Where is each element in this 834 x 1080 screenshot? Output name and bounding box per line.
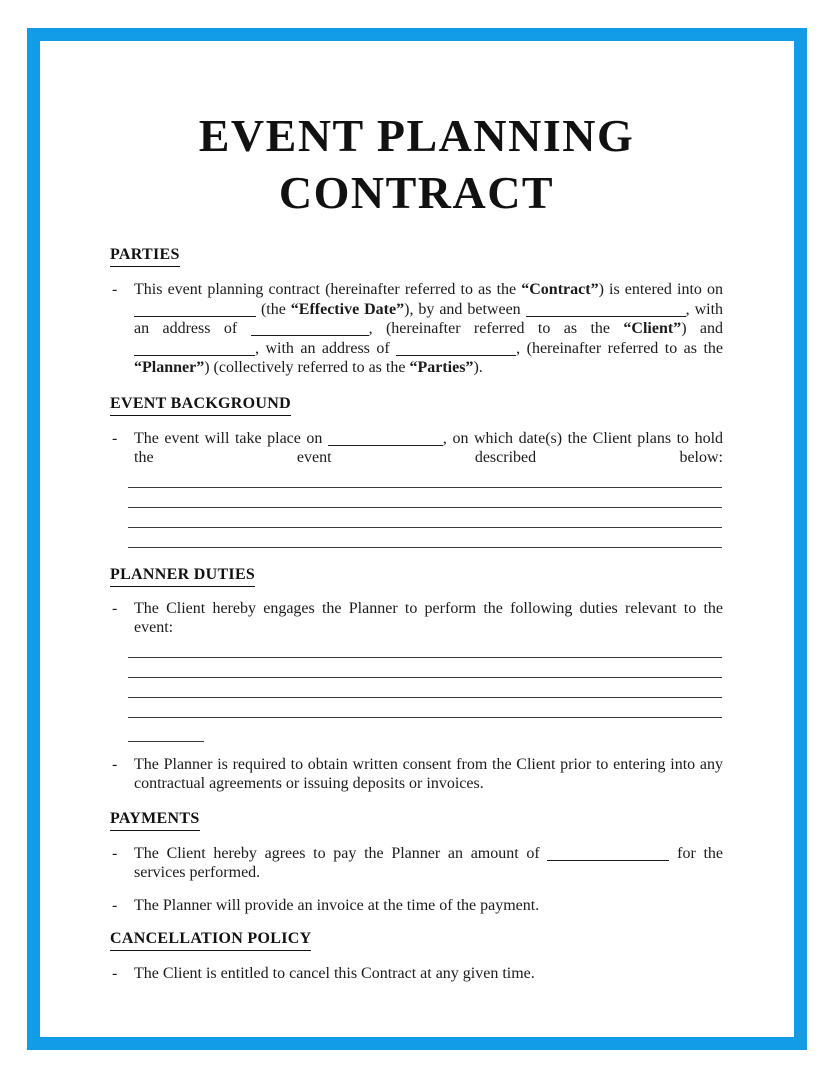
- bullet-dash: -: [112, 281, 118, 298]
- blank-field: [396, 343, 516, 356]
- payments-bullet-2-text: [134, 897, 539, 914]
- write-line: [128, 638, 722, 658]
- blank-field: [328, 433, 443, 446]
- payments-bullet-2: [110, 896, 723, 916]
- bullet-dash: -: [112, 965, 118, 982]
- text-run: , (hereinafter referred to as the: [368, 320, 624, 337]
- bold-term: “Effective Date”: [290, 300, 405, 318]
- bold-term: “Parties”: [409, 359, 474, 376]
- section-heading-planner-duties-text: PLANNER DUTIES: [110, 565, 255, 587]
- section-heading-parties-text: PARTIES: [110, 245, 180, 267]
- planner-duties-bullet-2: [110, 755, 723, 794]
- planner-duties-bullet-1-text: [134, 600, 723, 637]
- section-heading-cancellation-policy: [110, 929, 723, 951]
- bullet-dash: -: [112, 429, 118, 447]
- blank-field: [134, 304, 256, 317]
- bullet-dash: -: [112, 599, 118, 617]
- write-line: [128, 468, 722, 488]
- section-heading-event-background-text: EVENT BACKGROUND: [110, 394, 291, 416]
- section-heading-payments-text: PAYMENTS: [110, 809, 200, 831]
- planner-duties-short-write-line: [110, 722, 723, 742]
- bold-term: “Planner”: [134, 359, 205, 376]
- bullet-dash: -: [112, 896, 118, 914]
- bold-term: “Client”: [623, 320, 682, 337]
- event-description-write-lines: [110, 468, 723, 548]
- document-title-line2: CONTRACT: [278, 167, 555, 218]
- text-run: ).: [473, 359, 483, 376]
- border-frame: [27, 28, 807, 1050]
- write-line-short: [128, 722, 204, 742]
- text-run: The Client hereby agrees to pay the Planner an amount of: [134, 844, 548, 862]
- parties-bullet-1-text: [134, 281, 723, 376]
- parties-bullet-1: [110, 280, 723, 378]
- section-heading-parties: [110, 245, 723, 267]
- write-line: [128, 678, 722, 698]
- text-run: (the: [256, 300, 291, 318]
- bullet-dash: -: [112, 844, 118, 862]
- blank-field: [251, 323, 369, 336]
- document-title-line1: EVENT PLANNING: [198, 110, 635, 161]
- planner-duties-bullet-1: [110, 599, 723, 638]
- event-background-bullet-1: [110, 429, 723, 468]
- text-run: The Planner is required to obtain written consent from the Client prior to entering into any contractual agreements or issuing deposits or invoices.: [134, 755, 723, 792]
- bold-term: “Contract”: [521, 281, 599, 298]
- write-line: [128, 528, 722, 548]
- text-run: ), by and between: [404, 300, 526, 318]
- write-line: [128, 508, 722, 528]
- text-run: , with an address of: [134, 300, 724, 337]
- document-title: [110, 107, 723, 221]
- text-run: ) is entered into on: [598, 281, 724, 298]
- text-run: The Planner will provide an invoice at the time of the payment.: [134, 896, 540, 914]
- text-run: , on which date(s) the Client plans to hold the event described below:: [134, 429, 724, 466]
- blank-field: [526, 304, 686, 317]
- text-run: This event planning contract (hereinafter referred to as the: [134, 281, 522, 298]
- event-background-bullet-1-text: [134, 430, 723, 467]
- planner-duties-bullet-2-text: [134, 756, 723, 793]
- payments-bullet-1-text: [134, 845, 723, 882]
- cancellation-bullet-1-text: [134, 965, 535, 982]
- text-run: , with an address of: [255, 339, 397, 357]
- blank-field: [134, 343, 255, 356]
- section-heading-planner-duties: [110, 565, 723, 587]
- text-run: ) (collectively referred to as the: [204, 359, 410, 376]
- write-line: [128, 488, 722, 508]
- write-line: [128, 698, 722, 718]
- document-body: [40, 41, 794, 984]
- text-run: The Client is entitled to cancel this Contract at any given time.: [134, 965, 535, 982]
- section-heading-event-background: [110, 394, 723, 416]
- planner-duties-write-lines: [110, 638, 723, 718]
- blank-field: [547, 848, 669, 861]
- text-run: , (hereinafter referred to as the: [516, 339, 724, 357]
- text-run: ) and: [681, 320, 723, 337]
- text-run: The event will take place on: [134, 429, 328, 447]
- write-line: [128, 658, 722, 678]
- text-run: for the services performed.: [134, 844, 724, 881]
- section-heading-cancellation-policy-text: CANCELLATION POLICY: [110, 929, 311, 951]
- text-run: The Client hereby engages the Planner to perform the following duties relevant to the event:: [134, 599, 723, 636]
- section-heading-payments: [110, 809, 723, 831]
- cancellation-bullet-1: [110, 964, 723, 984]
- payments-bullet-1: [110, 844, 723, 883]
- bullet-dash: -: [112, 755, 118, 773]
